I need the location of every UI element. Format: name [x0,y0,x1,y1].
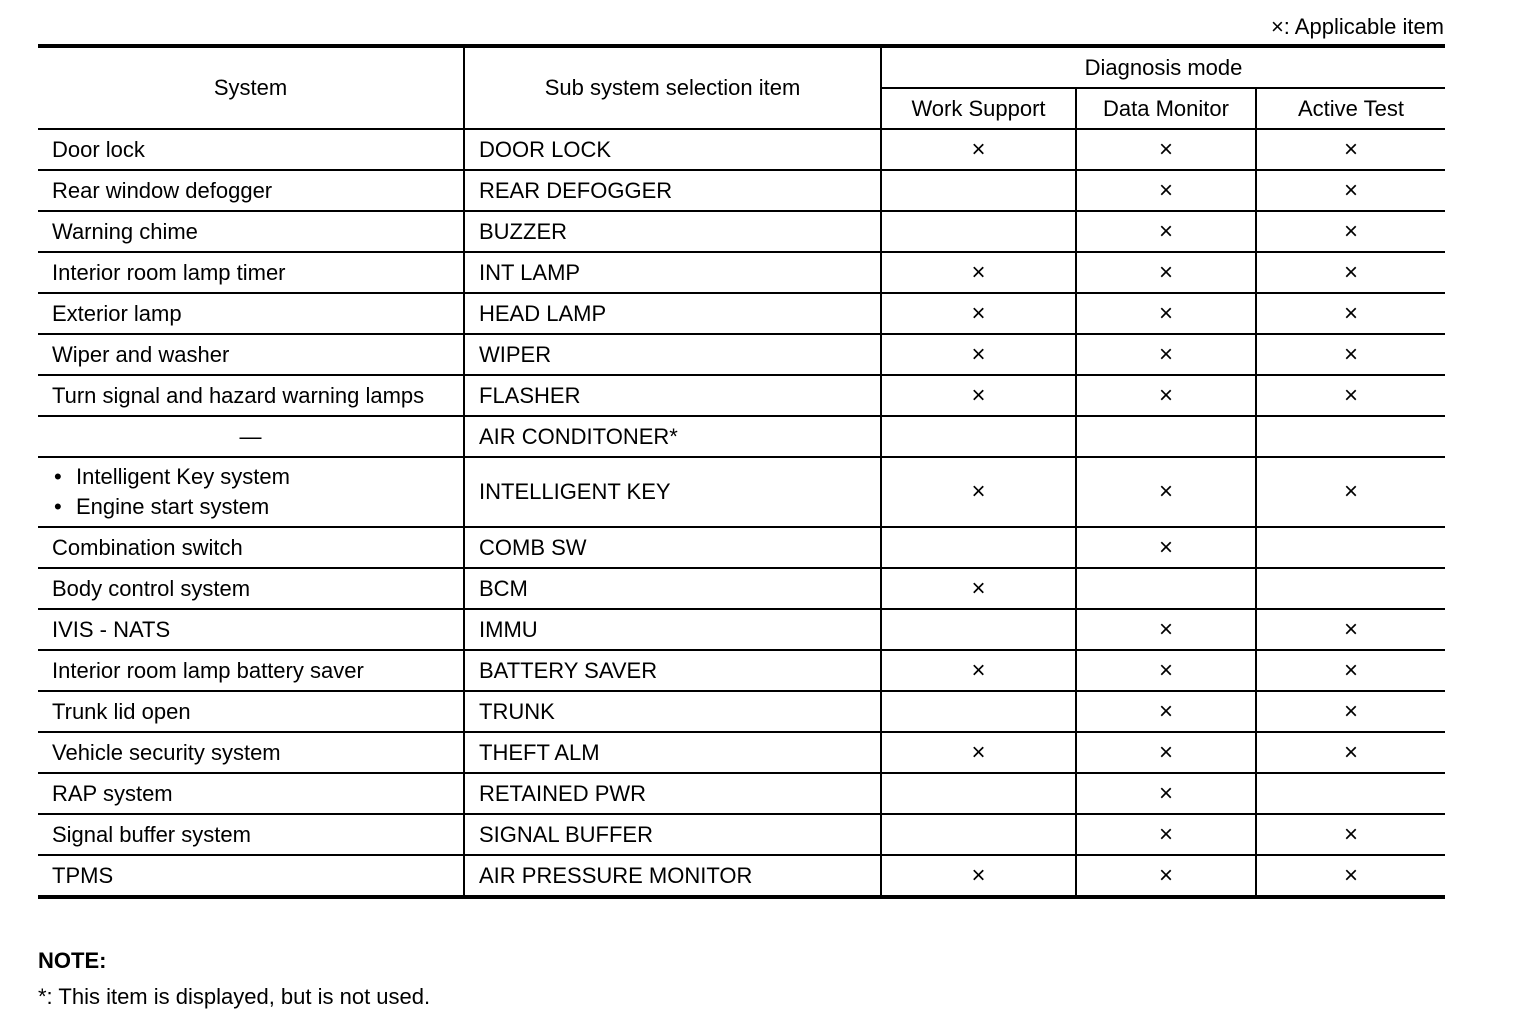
table-row [38,568,1445,609]
table-row [38,691,1445,732]
system-cell: Warning chime [38,211,464,252]
work-support-mark [881,416,1076,457]
note-text: *: This item is displayed, but is not used. [38,984,431,1009]
data-monitor-mark [1076,416,1256,457]
diagnosis-mode-table [38,44,1445,899]
sub-system-item-cell: AIR PRESSURE MONITOR [464,855,881,897]
table-row [38,334,1445,375]
table-row [38,129,1445,170]
work-support-mark: × [881,457,1076,527]
active-test-mark: × [1256,211,1445,252]
table-row [38,252,1445,293]
work-support-mark [881,527,1076,568]
system-cell: Interior room lamp battery saver [38,650,464,691]
data-monitor-mark: × [1076,691,1256,732]
system-bullet-list [52,462,449,522]
data-monitor-mark: × [1076,252,1256,293]
data-monitor-mark: × [1076,527,1256,568]
work-support-mark: × [881,568,1076,609]
table-row [38,527,1445,568]
active-test-mark: × [1256,457,1445,527]
active-test-mark: × [1256,170,1445,211]
header-row [38,46,1445,88]
active-test-mark: × [1256,609,1445,650]
header-diagnosis-mode: Diagnosis mode [881,46,1445,88]
system-cell: Door lock [38,129,464,170]
sub-system-item-cell: HEAD LAMP [464,293,881,334]
sub-system-item-cell: BUZZER [464,211,881,252]
sub-system-item-cell: COMB SW [464,527,881,568]
active-test-mark: × [1256,814,1445,855]
sub-system-item-cell: BATTERY SAVER [464,650,881,691]
active-test-mark: × [1256,650,1445,691]
work-support-mark [881,691,1076,732]
data-monitor-mark: × [1076,457,1256,527]
active-test-mark: × [1256,129,1445,170]
work-support-mark: × [881,650,1076,691]
sub-system-item-cell: INT LAMP [464,252,881,293]
sub-system-item-cell: FLASHER [464,375,881,416]
sub-system-item-cell: DOOR LOCK [464,129,881,170]
header-active-test: Active Test [1256,88,1445,129]
active-test-mark [1256,527,1445,568]
table-row [38,732,1445,773]
sub-system-item-cell: BCM [464,568,881,609]
table-row [38,773,1445,814]
active-test-mark: × [1256,252,1445,293]
table-row [38,814,1445,855]
header-sub-system: Sub system selection item [464,46,881,129]
system-cell: Exterior lamp [38,293,464,334]
data-monitor-mark: × [1076,211,1256,252]
active-test-mark: × [1256,334,1445,375]
table-row [38,855,1445,897]
active-test-mark: × [1256,375,1445,416]
system-cell: RAP system [38,773,464,814]
work-support-mark: × [881,252,1076,293]
active-test-mark [1256,416,1445,457]
data-monitor-mark [1076,568,1256,609]
work-support-mark [881,211,1076,252]
system-cell: Trunk lid open [38,691,464,732]
work-support-mark: × [881,129,1076,170]
work-support-mark [881,773,1076,814]
system-cell: Rear window defogger [38,170,464,211]
sub-system-item-cell: WIPER [464,334,881,375]
applicable-item-legend: ×: Applicable item [1270,14,1444,39]
work-support-mark: × [881,732,1076,773]
table-row [38,170,1445,211]
table-row [38,609,1445,650]
bullet-item: • Intelligent Key system [52,462,449,492]
work-support-mark [881,170,1076,211]
active-test-mark [1256,568,1445,609]
table-row [38,211,1445,252]
note-title: NOTE: [38,948,107,973]
table-row [38,293,1445,334]
active-test-mark: × [1256,855,1445,897]
system-cell: Vehicle security system [38,732,464,773]
data-monitor-mark: × [1076,650,1256,691]
system-cell [38,457,464,527]
data-monitor-mark: × [1076,129,1256,170]
work-support-mark: × [881,855,1076,897]
sub-system-item-cell: REAR DEFOGGER [464,170,881,211]
active-test-mark: × [1256,732,1445,773]
work-support-mark: × [881,375,1076,416]
system-cell: Body control system [38,568,464,609]
sub-system-item-cell: RETAINED PWR [464,773,881,814]
sub-system-item-cell: TRUNK [464,691,881,732]
table-row [38,416,1445,457]
sub-system-item-cell: IMMU [464,609,881,650]
sub-system-item-cell: AIR CONDITONER* [464,416,881,457]
system-cell: IVIS - NATS [38,609,464,650]
bullet-item: • Engine start system [52,492,449,522]
system-cell: Signal buffer system [38,814,464,855]
data-monitor-mark: × [1076,293,1256,334]
sub-system-item-cell: INTELLIGENT KEY [464,457,881,527]
sub-system-item-cell: SIGNAL BUFFER [464,814,881,855]
header-system: System [38,46,464,129]
data-monitor-mark: × [1076,609,1256,650]
data-monitor-mark: × [1076,814,1256,855]
data-monitor-mark: × [1076,334,1256,375]
sub-system-item-cell: THEFT ALM [464,732,881,773]
active-test-mark: × [1256,691,1445,732]
system-cell: Wiper and washer [38,334,464,375]
work-support-mark: × [881,293,1076,334]
system-cell: Combination switch [38,527,464,568]
work-support-mark [881,814,1076,855]
data-monitor-mark: × [1076,855,1256,897]
active-test-mark [1256,773,1445,814]
header-data-monitor: Data Monitor [1076,88,1256,129]
system-cell: — [38,416,464,457]
data-monitor-mark: × [1076,375,1256,416]
work-support-mark [881,609,1076,650]
system-cell: Turn signal and hazard warning lamps [38,375,464,416]
table-row [38,457,1445,527]
data-monitor-mark: × [1076,773,1256,814]
table-row [38,650,1445,691]
active-test-mark: × [1256,293,1445,334]
data-monitor-mark: × [1076,170,1256,211]
system-cell: TPMS [38,855,464,897]
data-monitor-mark: × [1076,732,1256,773]
system-cell: Interior room lamp timer [38,252,464,293]
header-work-support: Work Support [881,88,1076,129]
work-support-mark: × [881,334,1076,375]
table-row [38,375,1445,416]
